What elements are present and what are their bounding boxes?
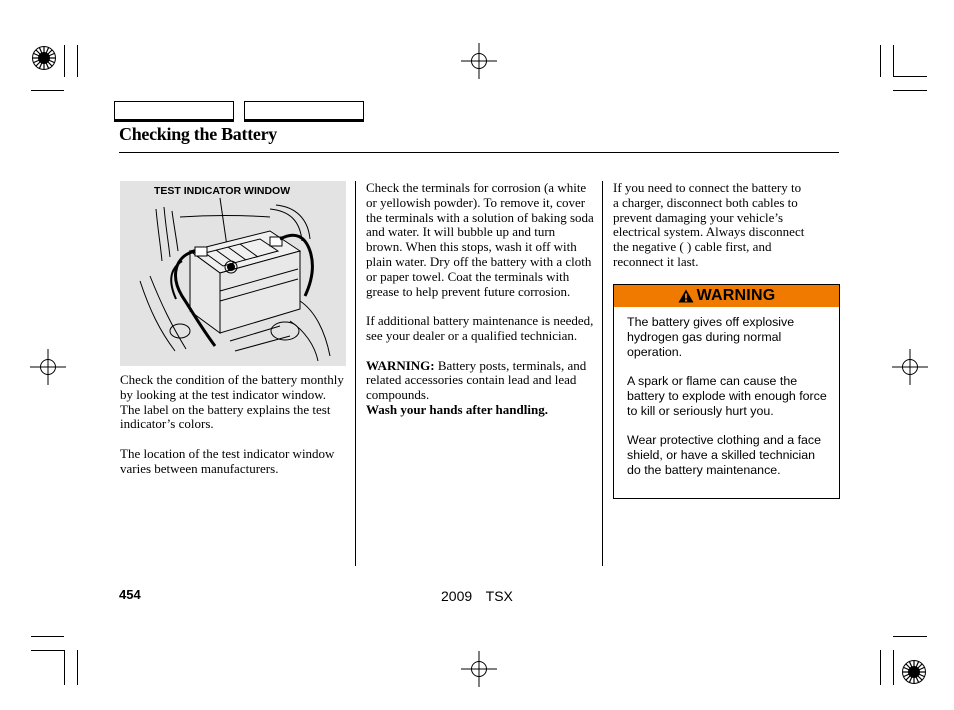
- registration-crosshair-icon: [461, 43, 497, 79]
- text-line: prevent damaging your vehicle’s: [613, 209, 784, 225]
- registration-crosshair-icon: [30, 349, 66, 385]
- battery-drawing: [120, 181, 346, 366]
- warning-paragraph: The battery gives off explosive hydrogen gas during normal operation.: [627, 315, 795, 359]
- column-divider: [602, 181, 603, 566]
- registration-crosshair-icon: [892, 349, 928, 385]
- paragraph: Check the condition of the battery monthly by looking at the test indicator window. The label on the battery explains the test indicator’s colors.: [120, 372, 344, 432]
- text-line: reconnect it last.: [613, 253, 699, 269]
- registration-sunburst-icon: [31, 45, 57, 71]
- column-divider: [355, 181, 356, 566]
- paragraph: If additional battery maintenance is needed, see your dealer or a qualified technician.: [366, 313, 594, 343]
- warning-triangle-icon: [678, 289, 694, 303]
- warning-label: WARNING: [696, 287, 776, 304]
- title-rule: [119, 152, 839, 153]
- column-3-text: [613, 181, 841, 270]
- warning-bold-text: Wash your hands after handling.: [366, 401, 548, 417]
- text-line: electrical system. Always disconnect: [613, 224, 805, 240]
- section-tab-1: [114, 101, 234, 120]
- warning-paragraph: Wear protective clothing and a face shield, or have a skilled technician do the battery maintenance.: [627, 433, 822, 477]
- warning-text: Battery posts, terminals, and related accessories contain lead and lead compounds.: [366, 357, 587, 403]
- section-tab-2: [244, 101, 364, 120]
- column-1-text: [120, 373, 345, 491]
- warning-paragraph: A spark or flame can cause the battery to explode with enough force to kill or seriously hurt you.: [627, 374, 827, 418]
- text-line: If you need to connect the battery to: [613, 180, 802, 195]
- figure-label: TEST INDICATOR WINDOW: [154, 185, 291, 197]
- warning-box: [613, 284, 840, 499]
- text-line: the negative ( ) cable first, and: [613, 239, 772, 255]
- paragraph: The location of the test indicator window varies between manufacturers.: [120, 445, 335, 476]
- model-label: 2009 TSX: [441, 588, 513, 604]
- warning-lead: WARNING:: [366, 357, 435, 373]
- paragraph: Check the terminals for corrosion (a white or yellowish powder). To remove it, cover the terminals with a solution of baking soda and water. It will bubble up and turn brown. When this stops, wash it off with plain water. Dry off the battery with a cloth or paper towel. Coat the terminals with grease to help prevent future corrosion.: [366, 180, 594, 299]
- page-number: 454: [119, 587, 141, 602]
- lead-warning-paragraph: [366, 359, 594, 418]
- warning-body: [627, 315, 832, 492]
- column-2-text: [366, 181, 594, 433]
- registration-crosshair-icon: [461, 651, 497, 687]
- battery-illustration: [120, 181, 346, 366]
- text-line: a charger, disconnect both cables to: [613, 194, 798, 210]
- registration-sunburst-icon: [901, 659, 927, 685]
- page-title: Checking the Battery: [119, 124, 277, 144]
- warning-header: [614, 285, 839, 307]
